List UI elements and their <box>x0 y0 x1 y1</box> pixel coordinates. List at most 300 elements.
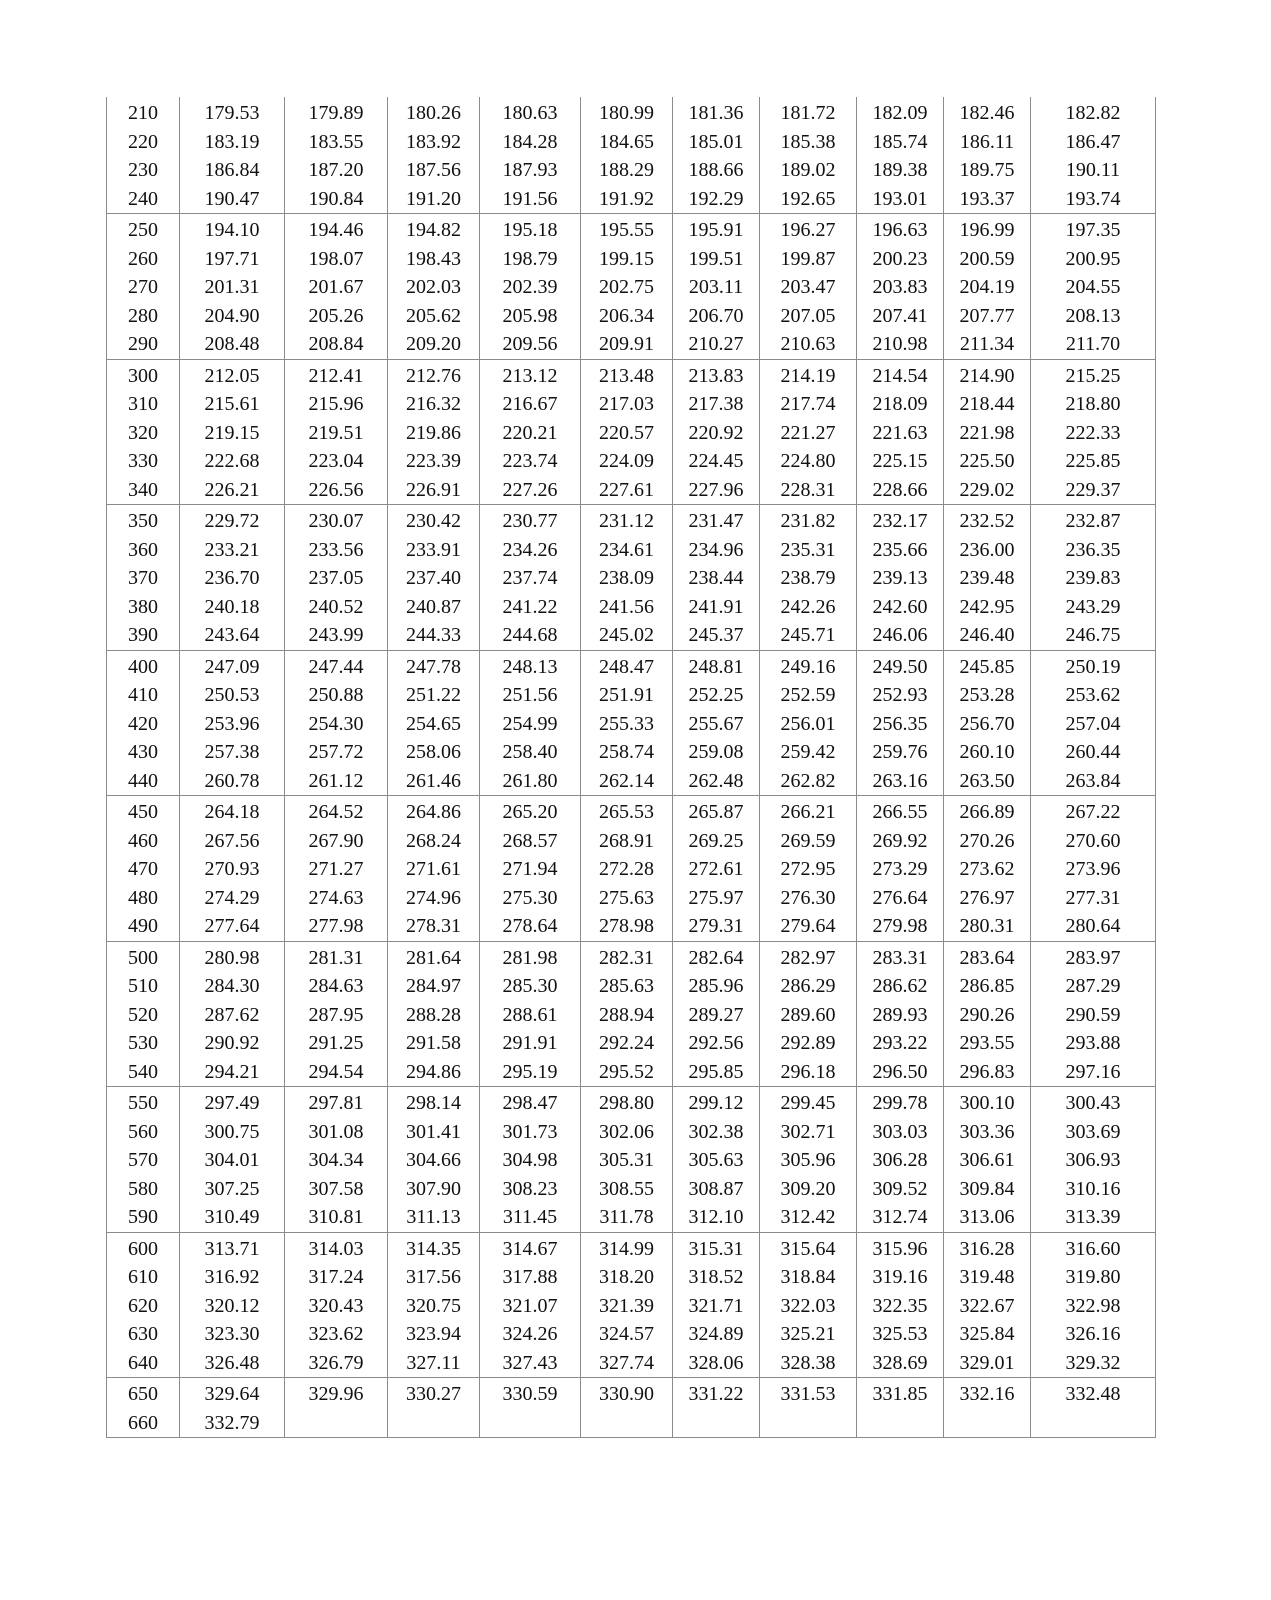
value-cell: 283.97 <box>1031 941 1156 972</box>
value-cell: 330.27 <box>388 1378 480 1409</box>
value-cell: 321.39 <box>581 1292 673 1321</box>
value-cell: 326.79 <box>285 1349 388 1378</box>
table-row <box>107 359 1156 390</box>
value-cell: 312.74 <box>857 1203 944 1232</box>
value-cell: 225.50 <box>944 447 1031 476</box>
value-cell: 181.72 <box>760 97 857 128</box>
value-cell: 322.67 <box>944 1292 1031 1321</box>
value-cell: 201.67 <box>285 273 388 302</box>
value-cell: 213.48 <box>581 359 673 390</box>
table-row <box>107 1058 1156 1087</box>
value-cell: 215.25 <box>1031 359 1156 390</box>
value-cell: 330.59 <box>480 1378 581 1409</box>
value-cell: 260.44 <box>1031 738 1156 767</box>
value-cell: 223.39 <box>388 447 480 476</box>
value-cell: 262.82 <box>760 767 857 796</box>
value-cell: 268.57 <box>480 827 581 856</box>
value-cell: 317.56 <box>388 1263 480 1292</box>
value-cell: 251.22 <box>388 681 480 710</box>
value-cell: 303.69 <box>1031 1118 1156 1147</box>
value-cell: 190.47 <box>180 185 285 214</box>
value-cell: 217.38 <box>673 390 760 419</box>
value-cell: 226.56 <box>285 476 388 505</box>
value-cell: 187.20 <box>285 156 388 185</box>
value-cell: 252.59 <box>760 681 857 710</box>
value-cell: 275.97 <box>673 884 760 913</box>
value-cell: 271.61 <box>388 855 480 884</box>
value-cell: 278.98 <box>581 912 673 941</box>
table-row <box>107 681 1156 710</box>
value-cell: 302.38 <box>673 1118 760 1147</box>
value-cell: 298.80 <box>581 1087 673 1118</box>
value-cell: 279.98 <box>857 912 944 941</box>
value-cell: 273.29 <box>857 855 944 884</box>
value-cell: 287.62 <box>180 1001 285 1030</box>
value-cell: 281.64 <box>388 941 480 972</box>
value-cell: 263.84 <box>1031 767 1156 796</box>
value-cell: 259.76 <box>857 738 944 767</box>
table-row <box>107 884 1156 913</box>
value-cell: 255.33 <box>581 710 673 739</box>
value-cell: 204.90 <box>180 302 285 331</box>
value-cell: 217.74 <box>760 390 857 419</box>
value-cell: 240.87 <box>388 593 480 622</box>
value-cell: 213.83 <box>673 359 760 390</box>
value-cell: 195.18 <box>480 214 581 245</box>
value-cell: 313.39 <box>1031 1203 1156 1232</box>
value-cell: 249.16 <box>760 650 857 681</box>
value-cell: 294.86 <box>388 1058 480 1087</box>
table-row <box>107 185 1156 214</box>
value-cell: 308.87 <box>673 1175 760 1204</box>
value-cell: 233.91 <box>388 536 480 565</box>
value-cell: 276.97 <box>944 884 1031 913</box>
value-cell: 222.33 <box>1031 419 1156 448</box>
value-cell: 260.10 <box>944 738 1031 767</box>
table-row <box>107 128 1156 157</box>
value-cell: 183.55 <box>285 128 388 157</box>
value-cell: 221.98 <box>944 419 1031 448</box>
value-cell: 329.96 <box>285 1378 388 1409</box>
value-cell: 294.21 <box>180 1058 285 1087</box>
value-cell: 276.30 <box>760 884 857 913</box>
value-cell: 207.77 <box>944 302 1031 331</box>
table-row <box>107 390 1156 419</box>
value-cell: 253.62 <box>1031 681 1156 710</box>
value-cell: 307.25 <box>180 1175 285 1204</box>
value-cell: 200.95 <box>1031 245 1156 274</box>
value-cell: 311.78 <box>581 1203 673 1232</box>
value-cell: 314.35 <box>388 1232 480 1263</box>
value-cell: 305.96 <box>760 1146 857 1175</box>
value-cell: 308.23 <box>480 1175 581 1204</box>
value-cell: 306.93 <box>1031 1146 1156 1175</box>
value-cell: 288.28 <box>388 1001 480 1030</box>
value-cell <box>857 1409 944 1438</box>
value-cell: 185.74 <box>857 128 944 157</box>
table-row <box>107 1409 1156 1438</box>
value-cell: 260.78 <box>180 767 285 796</box>
value-cell: 289.93 <box>857 1001 944 1030</box>
table-row <box>107 1175 1156 1204</box>
value-cell: 223.04 <box>285 447 388 476</box>
value-cell: 213.12 <box>480 359 581 390</box>
value-cell: 267.22 <box>1031 796 1156 827</box>
value-cell: 234.96 <box>673 536 760 565</box>
value-cell: 265.87 <box>673 796 760 827</box>
table-row <box>107 1087 1156 1118</box>
value-cell: 193.01 <box>857 185 944 214</box>
value-cell: 272.95 <box>760 855 857 884</box>
value-cell: 247.09 <box>180 650 285 681</box>
value-cell: 205.62 <box>388 302 480 331</box>
value-cell: 195.55 <box>581 214 673 245</box>
value-cell: 304.01 <box>180 1146 285 1175</box>
value-cell: 284.97 <box>388 972 480 1001</box>
value-cell: 323.62 <box>285 1320 388 1349</box>
row-key-cell: 260 <box>107 245 180 274</box>
value-cell: 230.42 <box>388 505 480 536</box>
table-row <box>107 156 1156 185</box>
value-cell: 271.94 <box>480 855 581 884</box>
value-cell: 180.26 <box>388 97 480 128</box>
value-cell: 316.28 <box>944 1232 1031 1263</box>
value-cell: 296.83 <box>944 1058 1031 1087</box>
value-cell: 247.78 <box>388 650 480 681</box>
value-cell: 309.52 <box>857 1175 944 1204</box>
row-key-cell: 520 <box>107 1001 180 1030</box>
value-cell: 301.41 <box>388 1118 480 1147</box>
value-cell: 191.20 <box>388 185 480 214</box>
value-cell: 316.60 <box>1031 1232 1156 1263</box>
table-row <box>107 941 1156 972</box>
value-cell: 264.18 <box>180 796 285 827</box>
value-cell: 214.54 <box>857 359 944 390</box>
value-cell: 261.46 <box>388 767 480 796</box>
value-cell: 233.56 <box>285 536 388 565</box>
value-cell <box>944 1409 1031 1438</box>
row-key-cell: 640 <box>107 1349 180 1378</box>
value-cell: 198.79 <box>480 245 581 274</box>
value-cell: 240.18 <box>180 593 285 622</box>
value-cell: 327.43 <box>480 1349 581 1378</box>
value-cell: 280.31 <box>944 912 1031 941</box>
value-cell: 261.80 <box>480 767 581 796</box>
value-cell: 202.75 <box>581 273 673 302</box>
value-cell: 238.79 <box>760 564 857 593</box>
table-row <box>107 505 1156 536</box>
value-cell: 284.63 <box>285 972 388 1001</box>
table-row <box>107 1118 1156 1147</box>
value-cell: 179.89 <box>285 97 388 128</box>
value-cell: 241.91 <box>673 593 760 622</box>
table-row <box>107 593 1156 622</box>
value-cell: 266.89 <box>944 796 1031 827</box>
value-cell: 208.13 <box>1031 302 1156 331</box>
value-cell: 268.24 <box>388 827 480 856</box>
value-cell: 257.72 <box>285 738 388 767</box>
value-cell: 197.71 <box>180 245 285 274</box>
table-row <box>107 1029 1156 1058</box>
value-cell: 209.20 <box>388 330 480 359</box>
value-cell: 266.21 <box>760 796 857 827</box>
value-cell: 245.37 <box>673 621 760 650</box>
value-cell: 324.26 <box>480 1320 581 1349</box>
value-cell: 207.41 <box>857 302 944 331</box>
table-row <box>107 710 1156 739</box>
row-key-cell: 330 <box>107 447 180 476</box>
value-cell: 298.14 <box>388 1087 480 1118</box>
row-key-cell: 290 <box>107 330 180 359</box>
value-cell: 186.11 <box>944 128 1031 157</box>
value-cell: 254.99 <box>480 710 581 739</box>
value-cell: 270.26 <box>944 827 1031 856</box>
value-cell: 325.84 <box>944 1320 1031 1349</box>
value-cell: 200.23 <box>857 245 944 274</box>
value-cell: 239.48 <box>944 564 1031 593</box>
value-cell: 245.71 <box>760 621 857 650</box>
value-cell: 298.47 <box>480 1087 581 1118</box>
value-cell: 315.31 <box>673 1232 760 1263</box>
value-cell: 247.44 <box>285 650 388 681</box>
value-cell: 282.64 <box>673 941 760 972</box>
value-cell: 282.31 <box>581 941 673 972</box>
value-cell: 280.64 <box>1031 912 1156 941</box>
value-cell <box>581 1409 673 1438</box>
row-key-cell: 270 <box>107 273 180 302</box>
value-cell: 277.64 <box>180 912 285 941</box>
value-cell: 207.05 <box>760 302 857 331</box>
value-cell: 221.63 <box>857 419 944 448</box>
value-cell: 285.96 <box>673 972 760 1001</box>
value-cell: 331.53 <box>760 1378 857 1409</box>
value-cell: 204.55 <box>1031 273 1156 302</box>
value-cell: 187.93 <box>480 156 581 185</box>
value-cell: 315.96 <box>857 1232 944 1263</box>
value-cell: 309.20 <box>760 1175 857 1204</box>
value-cell: 201.31 <box>180 273 285 302</box>
value-cell: 234.26 <box>480 536 581 565</box>
value-cell: 331.85 <box>857 1378 944 1409</box>
value-cell: 245.02 <box>581 621 673 650</box>
table-row <box>107 912 1156 941</box>
value-cell: 293.88 <box>1031 1029 1156 1058</box>
row-key-cell: 530 <box>107 1029 180 1058</box>
value-cell: 236.00 <box>944 536 1031 565</box>
value-cell: 292.56 <box>673 1029 760 1058</box>
table-row <box>107 564 1156 593</box>
value-cell: 215.96 <box>285 390 388 419</box>
table-row <box>107 1203 1156 1232</box>
row-group <box>107 941 1156 1087</box>
value-cell: 240.52 <box>285 593 388 622</box>
value-cell: 210.63 <box>760 330 857 359</box>
value-cell: 284.30 <box>180 972 285 1001</box>
row-key-cell: 280 <box>107 302 180 331</box>
value-cell: 310.16 <box>1031 1175 1156 1204</box>
table-row <box>107 330 1156 359</box>
row-key-cell: 390 <box>107 621 180 650</box>
value-cell: 210.27 <box>673 330 760 359</box>
value-cell: 248.81 <box>673 650 760 681</box>
value-cell: 237.40 <box>388 564 480 593</box>
value-cell: 256.01 <box>760 710 857 739</box>
value-cell: 253.28 <box>944 681 1031 710</box>
value-cell: 267.90 <box>285 827 388 856</box>
value-cell: 217.03 <box>581 390 673 419</box>
value-cell: 238.09 <box>581 564 673 593</box>
value-cell: 310.49 <box>180 1203 285 1232</box>
value-cell: 273.62 <box>944 855 1031 884</box>
table-row <box>107 621 1156 650</box>
table-row <box>107 214 1156 245</box>
value-cell: 198.43 <box>388 245 480 274</box>
value-cell: 303.03 <box>857 1118 944 1147</box>
value-cell: 299.45 <box>760 1087 857 1118</box>
value-cell: 269.59 <box>760 827 857 856</box>
value-cell: 211.34 <box>944 330 1031 359</box>
value-cell: 323.30 <box>180 1320 285 1349</box>
row-key-cell: 320 <box>107 419 180 448</box>
value-cell: 283.64 <box>944 941 1031 972</box>
row-key-cell: 650 <box>107 1378 180 1409</box>
value-cell: 220.57 <box>581 419 673 448</box>
value-cell: 199.15 <box>581 245 673 274</box>
table-row <box>107 1001 1156 1030</box>
value-cell: 325.21 <box>760 1320 857 1349</box>
row-key-cell: 450 <box>107 796 180 827</box>
value-cell: 212.76 <box>388 359 480 390</box>
value-cell: 317.88 <box>480 1263 581 1292</box>
row-key-cell: 250 <box>107 214 180 245</box>
value-cell: 243.64 <box>180 621 285 650</box>
value-cell: 248.13 <box>480 650 581 681</box>
value-cell: 277.98 <box>285 912 388 941</box>
value-cell: 203.83 <box>857 273 944 302</box>
value-cell: 194.10 <box>180 214 285 245</box>
value-cell: 270.60 <box>1031 827 1156 856</box>
value-cell: 250.53 <box>180 681 285 710</box>
value-cell: 230.07 <box>285 505 388 536</box>
value-cell: 293.55 <box>944 1029 1031 1058</box>
table-row <box>107 796 1156 827</box>
row-key-cell: 230 <box>107 156 180 185</box>
value-cell: 312.10 <box>673 1203 760 1232</box>
value-cell: 290.59 <box>1031 1001 1156 1030</box>
value-cell: 200.59 <box>944 245 1031 274</box>
row-key-cell: 420 <box>107 710 180 739</box>
value-cell: 180.99 <box>581 97 673 128</box>
value-cell: 263.16 <box>857 767 944 796</box>
value-cell: 313.06 <box>944 1203 1031 1232</box>
value-cell: 241.22 <box>480 593 581 622</box>
value-cell: 216.67 <box>480 390 581 419</box>
value-cell: 210.98 <box>857 330 944 359</box>
value-cell: 291.25 <box>285 1029 388 1058</box>
value-cell: 203.11 <box>673 273 760 302</box>
value-cell: 256.35 <box>857 710 944 739</box>
value-cell: 199.87 <box>760 245 857 274</box>
value-cell: 232.17 <box>857 505 944 536</box>
value-cell: 274.63 <box>285 884 388 913</box>
value-cell: 316.92 <box>180 1263 285 1292</box>
value-cell: 267.56 <box>180 827 285 856</box>
value-cell: 192.29 <box>673 185 760 214</box>
value-cell: 220.21 <box>480 419 581 448</box>
value-cell: 188.29 <box>581 156 673 185</box>
table-row <box>107 1232 1156 1263</box>
row-key-cell: 350 <box>107 505 180 536</box>
value-cell: 242.60 <box>857 593 944 622</box>
value-cell: 329.64 <box>180 1378 285 1409</box>
table-row <box>107 273 1156 302</box>
value-cell: 311.13 <box>388 1203 480 1232</box>
value-cell: 243.99 <box>285 621 388 650</box>
value-cell: 193.74 <box>1031 185 1156 214</box>
value-cell: 206.70 <box>673 302 760 331</box>
row-group <box>107 1087 1156 1233</box>
value-cell: 252.25 <box>673 681 760 710</box>
value-cell: 319.16 <box>857 1263 944 1292</box>
value-cell: 237.74 <box>480 564 581 593</box>
value-cell: 295.19 <box>480 1058 581 1087</box>
value-cell: 320.75 <box>388 1292 480 1321</box>
value-cell: 263.50 <box>944 767 1031 796</box>
value-cell: 258.06 <box>388 738 480 767</box>
value-cell: 280.98 <box>180 941 285 972</box>
value-cell: 319.48 <box>944 1263 1031 1292</box>
value-cell <box>673 1409 760 1438</box>
value-cell: 226.91 <box>388 476 480 505</box>
value-cell <box>285 1409 388 1438</box>
value-cell: 308.55 <box>581 1175 673 1204</box>
value-cell: 211.70 <box>1031 330 1156 359</box>
value-cell: 319.80 <box>1031 1263 1156 1292</box>
row-group <box>107 359 1156 505</box>
row-group <box>107 1232 1156 1378</box>
value-cell: 301.08 <box>285 1118 388 1147</box>
value-cell: 214.90 <box>944 359 1031 390</box>
value-cell: 325.53 <box>857 1320 944 1349</box>
value-cell: 265.20 <box>480 796 581 827</box>
value-cell: 279.64 <box>760 912 857 941</box>
row-key-cell: 360 <box>107 536 180 565</box>
value-cell: 250.19 <box>1031 650 1156 681</box>
value-cell: 251.56 <box>480 681 581 710</box>
value-cell: 293.22 <box>857 1029 944 1058</box>
row-key-cell: 370 <box>107 564 180 593</box>
value-cell: 302.06 <box>581 1118 673 1147</box>
value-cell: 272.61 <box>673 855 760 884</box>
value-cell: 310.81 <box>285 1203 388 1232</box>
value-cell: 224.80 <box>760 447 857 476</box>
value-cell: 199.51 <box>673 245 760 274</box>
table-row <box>107 536 1156 565</box>
value-cell: 224.45 <box>673 447 760 476</box>
value-cell: 192.65 <box>760 185 857 214</box>
value-cell: 327.11 <box>388 1349 480 1378</box>
value-cell: 331.22 <box>673 1378 760 1409</box>
value-cell: 321.07 <box>480 1292 581 1321</box>
value-cell: 259.42 <box>760 738 857 767</box>
row-key-cell: 220 <box>107 128 180 157</box>
value-cell: 189.75 <box>944 156 1031 185</box>
value-cell: 285.30 <box>480 972 581 1001</box>
value-cell: 229.37 <box>1031 476 1156 505</box>
table-row <box>107 827 1156 856</box>
row-key-cell: 410 <box>107 681 180 710</box>
value-cell: 218.80 <box>1031 390 1156 419</box>
